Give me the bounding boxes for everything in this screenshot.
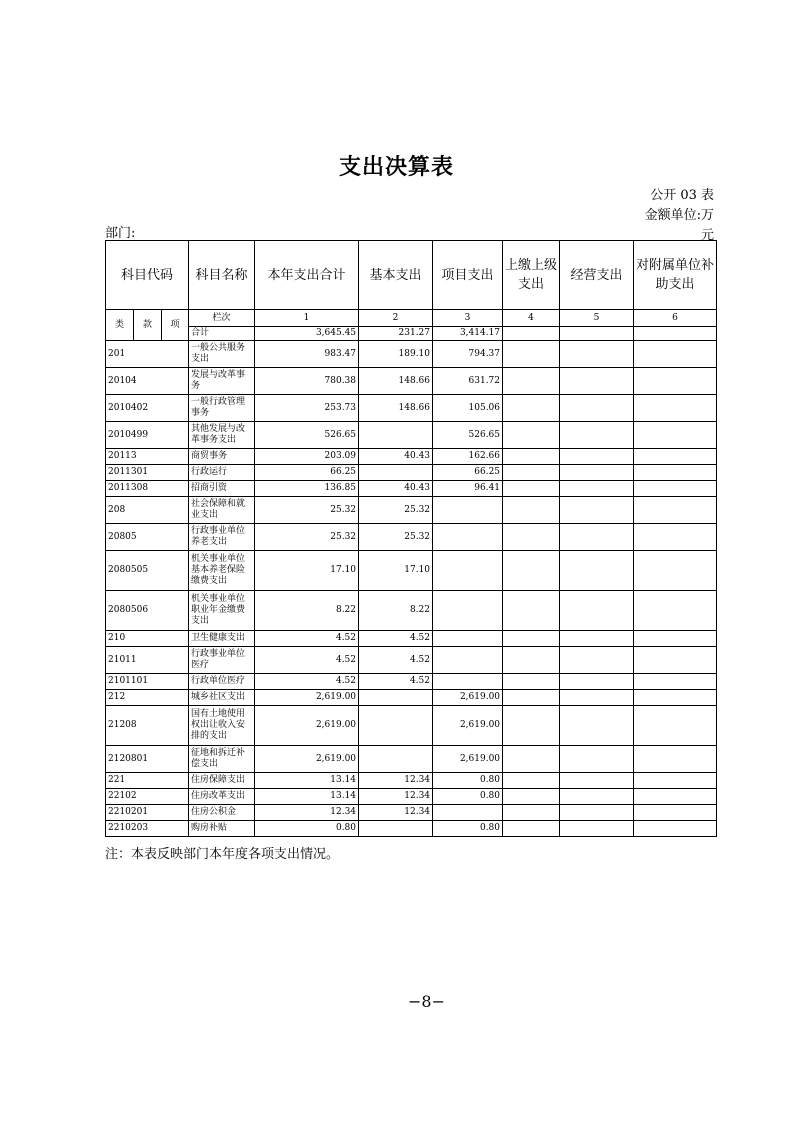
row-code: 22102 bbox=[106, 789, 189, 805]
row-business bbox=[560, 631, 634, 647]
row-business bbox=[560, 422, 634, 449]
row-basic bbox=[359, 821, 433, 837]
header-subsidiary: 对附属单位补助支出 bbox=[634, 241, 717, 310]
row-subsidiary bbox=[634, 789, 717, 805]
row-subsidiary bbox=[634, 690, 717, 706]
row-basic: 12.34 bbox=[359, 805, 433, 821]
row-upper bbox=[503, 821, 560, 837]
table-row bbox=[106, 821, 717, 837]
row-total: 13.14 bbox=[255, 789, 359, 805]
row-subsidiary bbox=[634, 422, 717, 449]
row-total: 2,619.00 bbox=[255, 746, 359, 773]
row-basic bbox=[359, 706, 433, 746]
table-row bbox=[106, 551, 717, 591]
row-code: 2210201 bbox=[106, 805, 189, 821]
row-total: 66.25 bbox=[255, 465, 359, 481]
table-row bbox=[106, 422, 717, 449]
row-business bbox=[560, 497, 634, 524]
row-basic: 4.52 bbox=[359, 647, 433, 674]
row-total: 4.52 bbox=[255, 631, 359, 647]
row-name: 机关事业单位基本养老保险缴费支出 bbox=[189, 551, 255, 591]
row-name: 住房公积金 bbox=[189, 805, 255, 821]
row-total: 253.73 bbox=[255, 395, 359, 422]
page-title: 支出决算表 bbox=[338, 154, 454, 180]
sub-header-lei: 类 bbox=[106, 310, 134, 341]
header-code: 科目代码 bbox=[106, 241, 189, 310]
row-name: 国有土地使用权出让收入安排的支出 bbox=[189, 706, 255, 746]
row-name: 城乡社区支出 bbox=[189, 690, 255, 706]
row-code: 20104 bbox=[106, 368, 189, 395]
table-row bbox=[106, 631, 717, 647]
row-business bbox=[560, 690, 634, 706]
row-code: 2080506 bbox=[106, 591, 189, 631]
total-project: 3,414.17 bbox=[433, 327, 503, 341]
row-project: 162.66 bbox=[433, 449, 503, 465]
row-project bbox=[433, 497, 503, 524]
row-code: 2011308 bbox=[106, 481, 189, 497]
row-upper bbox=[503, 341, 560, 368]
page-number: −8− bbox=[408, 992, 445, 1011]
row-upper bbox=[503, 465, 560, 481]
table-row bbox=[106, 746, 717, 773]
row-code: 2210203 bbox=[106, 821, 189, 837]
row-basic: 40.43 bbox=[359, 481, 433, 497]
row-total: 2,619.00 bbox=[255, 690, 359, 706]
column-number-6: 6 bbox=[634, 310, 717, 327]
row-project: 794.37 bbox=[433, 341, 503, 368]
row-total: 8.22 bbox=[255, 591, 359, 631]
row-basic: 17.10 bbox=[359, 551, 433, 591]
table-row bbox=[106, 789, 717, 805]
row-basic bbox=[359, 746, 433, 773]
table-row bbox=[106, 368, 717, 395]
row-name: 行政单位医疗 bbox=[189, 674, 255, 690]
row-project bbox=[433, 591, 503, 631]
header-name: 科目名称 bbox=[189, 241, 255, 310]
table-row bbox=[106, 449, 717, 465]
row-total: 4.52 bbox=[255, 647, 359, 674]
column-number-4: 4 bbox=[503, 310, 560, 327]
sub-header-xiang: 项 bbox=[162, 310, 189, 341]
row-basic: 148.66 bbox=[359, 395, 433, 422]
row-basic: 8.22 bbox=[359, 591, 433, 631]
row-name: 商贸事务 bbox=[189, 449, 255, 465]
row-project: 0.80 bbox=[433, 789, 503, 805]
row-upper bbox=[503, 481, 560, 497]
row-total: 526.65 bbox=[255, 422, 359, 449]
row-upper bbox=[503, 368, 560, 395]
column-number-1: 1 bbox=[255, 310, 359, 327]
table-row bbox=[106, 341, 717, 368]
row-upper bbox=[503, 746, 560, 773]
row-total: 983.47 bbox=[255, 341, 359, 368]
row-basic bbox=[359, 690, 433, 706]
header-project: 项目支出 bbox=[433, 241, 503, 310]
form-number: 公开 03 表 bbox=[650, 188, 714, 203]
row-name: 行政事业单位医疗 bbox=[189, 647, 255, 674]
row-upper bbox=[503, 395, 560, 422]
table-row bbox=[106, 524, 717, 551]
row-subsidiary bbox=[634, 674, 717, 690]
table-row bbox=[106, 481, 717, 497]
row-code: 2010402 bbox=[106, 395, 189, 422]
row-subsidiary bbox=[634, 481, 717, 497]
row-subsidiary bbox=[634, 647, 717, 674]
row-code: 21208 bbox=[106, 706, 189, 746]
row-project bbox=[433, 674, 503, 690]
row-project bbox=[433, 805, 503, 821]
table-row bbox=[106, 690, 717, 706]
row-basic: 4.52 bbox=[359, 674, 433, 690]
row-basic bbox=[359, 422, 433, 449]
row-business bbox=[560, 821, 634, 837]
row-project: 0.80 bbox=[433, 821, 503, 837]
row-business bbox=[560, 524, 634, 551]
row-project: 2,619.00 bbox=[433, 706, 503, 746]
row-project: 2,619.00 bbox=[433, 690, 503, 706]
row-total: 2,619.00 bbox=[255, 706, 359, 746]
row-name: 其他发展与改革事务支出 bbox=[189, 422, 255, 449]
total-subsidiary bbox=[634, 327, 717, 341]
row-upper bbox=[503, 647, 560, 674]
row-total: 25.32 bbox=[255, 497, 359, 524]
total-label: 合计 bbox=[189, 327, 255, 341]
row-subsidiary bbox=[634, 449, 717, 465]
row-subsidiary bbox=[634, 821, 717, 837]
row-business bbox=[560, 449, 634, 465]
row-subsidiary bbox=[634, 706, 717, 746]
row-name: 一般公共服务支出 bbox=[189, 341, 255, 368]
row-business bbox=[560, 789, 634, 805]
row-upper bbox=[503, 524, 560, 551]
row-name: 征地和拆迁补偿支出 bbox=[189, 746, 255, 773]
row-business bbox=[560, 647, 634, 674]
row-name: 机关事业单位职业年金缴费支出 bbox=[189, 591, 255, 631]
row-upper bbox=[503, 674, 560, 690]
row-project: 631.72 bbox=[433, 368, 503, 395]
row-business bbox=[560, 481, 634, 497]
column-number-3: 3 bbox=[433, 310, 503, 327]
table-row bbox=[106, 706, 717, 746]
row-code: 2101101 bbox=[106, 674, 189, 690]
row-subsidiary bbox=[634, 805, 717, 821]
row-basic: 189.10 bbox=[359, 341, 433, 368]
row-code: 201 bbox=[106, 341, 189, 368]
table-row bbox=[106, 591, 717, 631]
row-subsidiary bbox=[634, 773, 717, 789]
row-project: 96.41 bbox=[433, 481, 503, 497]
row-name: 一般行政管理事务 bbox=[189, 395, 255, 422]
row-business bbox=[560, 395, 634, 422]
row-basic: 25.32 bbox=[359, 497, 433, 524]
table-row bbox=[106, 805, 717, 821]
row-project: 2,619.00 bbox=[433, 746, 503, 773]
row-upper bbox=[503, 422, 560, 449]
row-basic: 12.34 bbox=[359, 789, 433, 805]
table-row bbox=[106, 674, 717, 690]
row-project bbox=[433, 551, 503, 591]
row-subsidiary bbox=[634, 524, 717, 551]
row-total: 17.10 bbox=[255, 551, 359, 591]
row-upper bbox=[503, 449, 560, 465]
sub-header-kuan: 款 bbox=[134, 310, 162, 341]
row-code: 20113 bbox=[106, 449, 189, 465]
amount-unit: 金额单位:万 bbox=[644, 208, 714, 223]
department-label: 部门: bbox=[105, 226, 136, 241]
row-project: 526.65 bbox=[433, 422, 503, 449]
row-name: 行政运行 bbox=[189, 465, 255, 481]
table-row bbox=[106, 773, 717, 789]
table-row bbox=[106, 497, 717, 524]
row-project: 105.06 bbox=[433, 395, 503, 422]
row-business bbox=[560, 341, 634, 368]
row-business bbox=[560, 773, 634, 789]
table-row bbox=[106, 395, 717, 422]
header-total: 本年支出合计 bbox=[255, 241, 359, 310]
row-code: 21011 bbox=[106, 647, 189, 674]
row-business bbox=[560, 368, 634, 395]
row-code: 221 bbox=[106, 773, 189, 789]
row-project bbox=[433, 647, 503, 674]
total-business bbox=[560, 327, 634, 341]
header-upper: 上缴上级支出 bbox=[503, 241, 560, 310]
row-total: 13.14 bbox=[255, 773, 359, 789]
header-business: 经营支出 bbox=[560, 241, 634, 310]
row-name: 卫生健康支出 bbox=[189, 631, 255, 647]
row-name: 社会保障和就业支出 bbox=[189, 497, 255, 524]
row-subsidiary bbox=[634, 497, 717, 524]
row-subsidiary bbox=[634, 551, 717, 591]
row-business bbox=[560, 706, 634, 746]
row-upper bbox=[503, 805, 560, 821]
row-subsidiary bbox=[634, 465, 717, 481]
row-subsidiary bbox=[634, 591, 717, 631]
row-upper bbox=[503, 789, 560, 805]
row-code: 2080505 bbox=[106, 551, 189, 591]
row-upper bbox=[503, 690, 560, 706]
row-upper bbox=[503, 551, 560, 591]
row-basic bbox=[359, 465, 433, 481]
row-total: 136.85 bbox=[255, 481, 359, 497]
table-row bbox=[106, 465, 717, 481]
row-name: 住房保障支出 bbox=[189, 773, 255, 789]
row-upper bbox=[503, 591, 560, 631]
table-note: 注：本表反映部门本年度各项支出情况。 bbox=[105, 847, 340, 862]
row-code: 210 bbox=[106, 631, 189, 647]
row-total: 4.52 bbox=[255, 674, 359, 690]
row-business bbox=[560, 465, 634, 481]
row-basic: 40.43 bbox=[359, 449, 433, 465]
row-total: 780.38 bbox=[255, 368, 359, 395]
row-subsidiary bbox=[634, 631, 717, 647]
amount-unit-suffix: 元 bbox=[700, 228, 714, 243]
row-code: 2120801 bbox=[106, 746, 189, 773]
row-upper bbox=[503, 497, 560, 524]
column-number-2: 2 bbox=[359, 310, 433, 327]
row-total: 25.32 bbox=[255, 524, 359, 551]
row-code: 2011301 bbox=[106, 465, 189, 481]
row-subsidiary bbox=[634, 341, 717, 368]
row-subsidiary bbox=[634, 368, 717, 395]
row-business bbox=[560, 805, 634, 821]
row-basic: 4.52 bbox=[359, 631, 433, 647]
row-subsidiary bbox=[634, 395, 717, 422]
row-project: 0.80 bbox=[433, 773, 503, 789]
row-upper bbox=[503, 773, 560, 789]
row-project: 66.25 bbox=[433, 465, 503, 481]
row-code: 20805 bbox=[106, 524, 189, 551]
total-basic: 231.27 bbox=[359, 327, 433, 341]
row-basic: 148.66 bbox=[359, 368, 433, 395]
table-row bbox=[106, 647, 717, 674]
row-basic: 25.32 bbox=[359, 524, 433, 551]
row-business bbox=[560, 674, 634, 690]
row-name: 住房改革支出 bbox=[189, 789, 255, 805]
row-name: 招商引资 bbox=[189, 481, 255, 497]
row-name: 购房补贴 bbox=[189, 821, 255, 837]
row-project bbox=[433, 631, 503, 647]
row-upper bbox=[503, 631, 560, 647]
row-business bbox=[560, 551, 634, 591]
row-name: 发展与改革事务 bbox=[189, 368, 255, 395]
row-total: 203.09 bbox=[255, 449, 359, 465]
row-total: 0.80 bbox=[255, 821, 359, 837]
row-upper bbox=[503, 706, 560, 746]
sub-header-lanci: 栏次 bbox=[189, 310, 255, 327]
expenditure-table bbox=[105, 240, 717, 837]
row-code: 212 bbox=[106, 690, 189, 706]
row-code: 2010499 bbox=[106, 422, 189, 449]
row-code: 208 bbox=[106, 497, 189, 524]
row-total: 12.34 bbox=[255, 805, 359, 821]
column-number-5: 5 bbox=[560, 310, 634, 327]
row-subsidiary bbox=[634, 746, 717, 773]
total-amount: 3,645.45 bbox=[255, 327, 359, 341]
header-basic: 基本支出 bbox=[359, 241, 433, 310]
row-project bbox=[433, 524, 503, 551]
row-business bbox=[560, 746, 634, 773]
row-business bbox=[560, 591, 634, 631]
row-basic: 12.34 bbox=[359, 773, 433, 789]
row-name: 行政事业单位养老支出 bbox=[189, 524, 255, 551]
total-upper bbox=[503, 327, 560, 341]
